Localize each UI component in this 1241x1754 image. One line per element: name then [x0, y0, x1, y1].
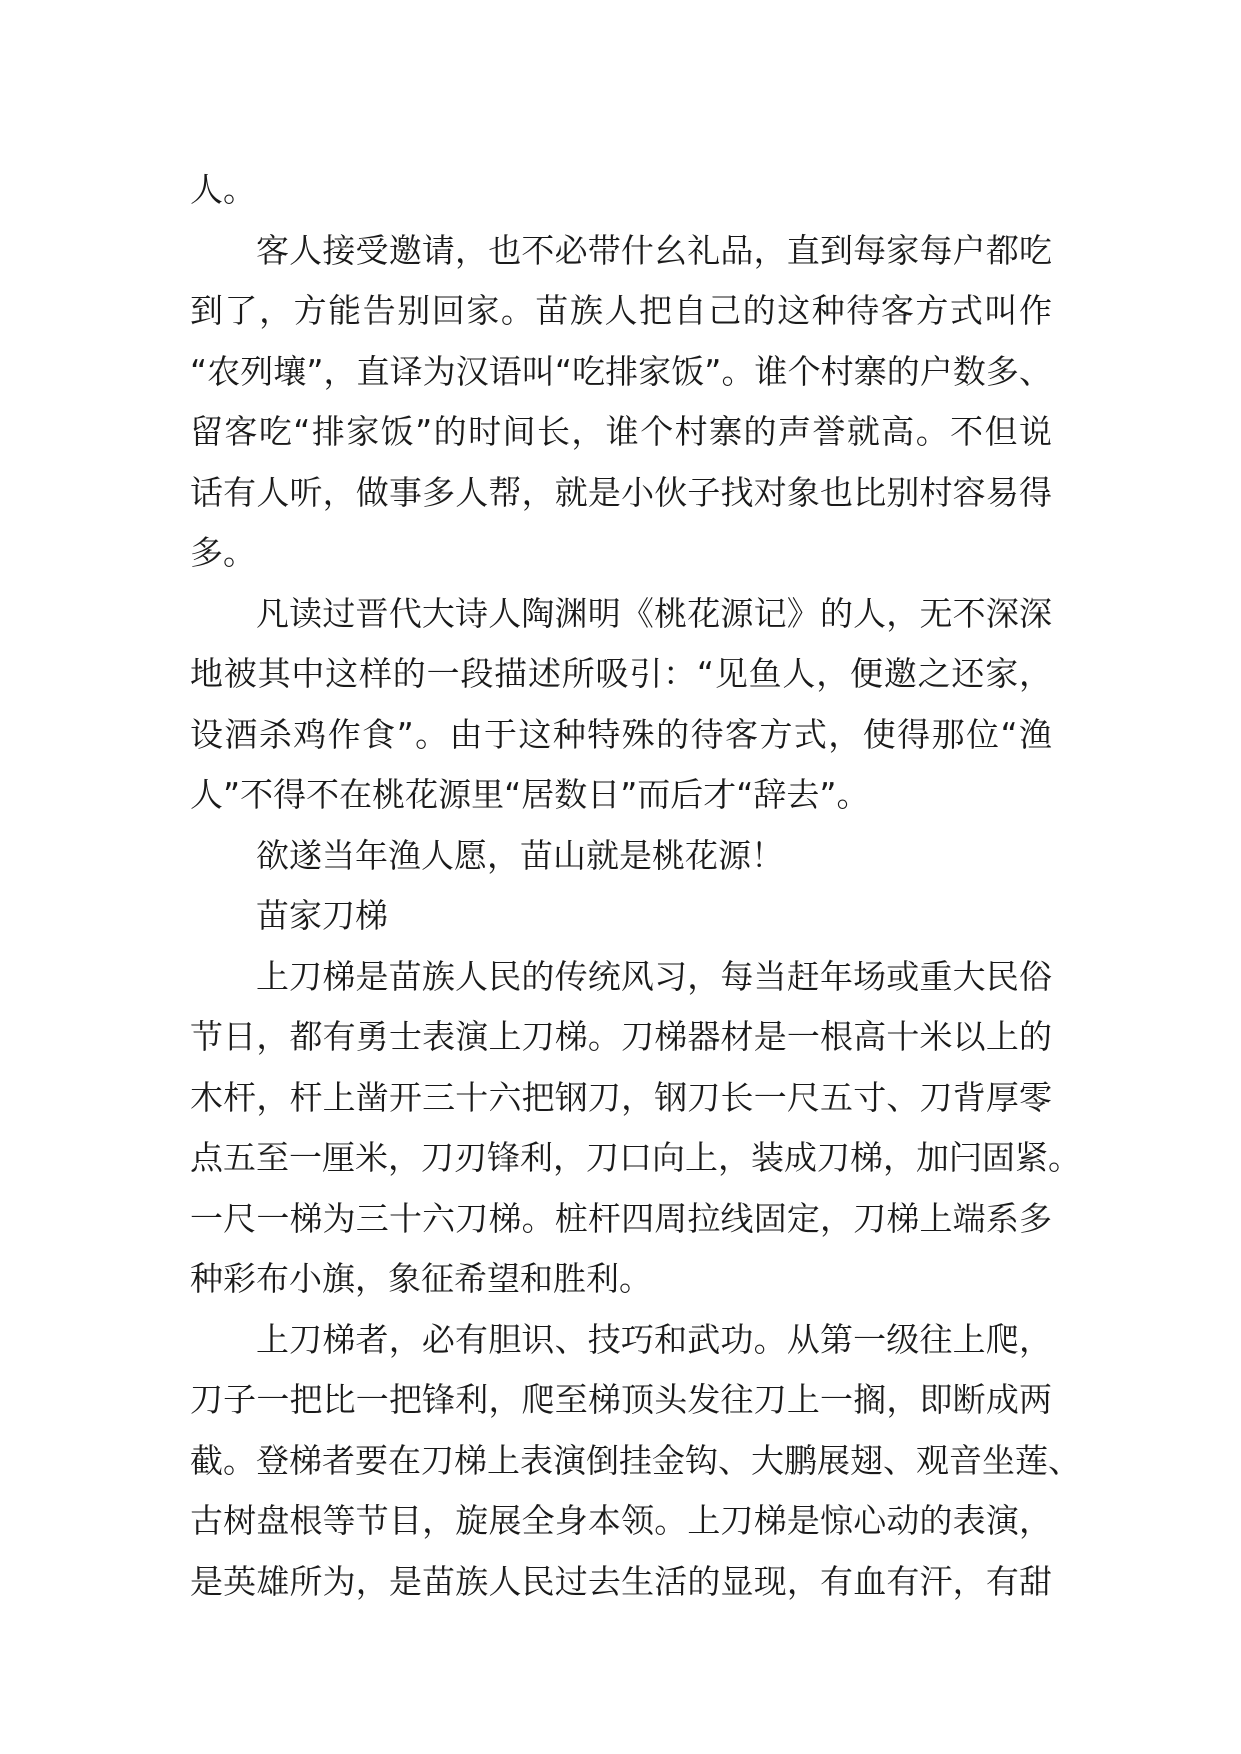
section-heading: 苗家刀梯 — [256, 896, 388, 935]
text-line: 话有人听，做事多人帮，就是小伙子找对象也比别村容易得 — [190, 472, 1052, 512]
text-line: 地被其中这样的一段描述所吸引：“见鱼人，便邀之还家， — [190, 654, 1052, 693]
text-line: 留客吃“排家饭”的时间长，谁个村寨的声誉就高。不但说 — [190, 412, 1052, 451]
text-line: 上刀梯者，必有胆识、技巧和武功。从第一级往上爬， — [256, 1319, 1052, 1359]
text-line: 刀子一把比一把锋利，爬至梯顶头发往刀上一搁，即断成两 — [190, 1380, 1052, 1419]
body-text — [190, 160, 1081, 1612]
text-line: 凡读过晋代大诗人陶渊明《桃花源记》的人，无不深深 — [256, 593, 1052, 633]
text-line: 是英雄所为，是苗族人民过去生活的显现，有血有汗，有甜 — [190, 1561, 1052, 1601]
text-line: 到了，方能告别回家。苗族人把自己的这种待客方式叫作 — [190, 291, 1052, 330]
text-line: 点五至一厘米，刀刃锋利，刀口向上，装成刀梯，加闩固紧。 — [190, 1138, 1081, 1177]
text-line: 多。 — [190, 533, 256, 572]
text-line: 木杆，杆上凿开三十六把钢刀，钢刀长一尺五寸、刀背厚零 — [190, 1077, 1052, 1117]
text-line: “农列壤”，直译为汉语叫“吃排家饭”。谁个村寨的户数多、 — [190, 351, 1052, 391]
text-line: 人”不得不在桃花源里“居数日”而后才“辞去”。 — [190, 775, 870, 814]
text-line: 上刀梯是苗族人民的传统风习，每当赶年场或重大民俗 — [256, 956, 1052, 996]
text-line: 设酒杀鸡作食”。由于这种特殊的待客方式，使得那位“渔 — [190, 714, 1052, 754]
text-line: 人。 — [190, 170, 256, 209]
text-line: 种彩布小旗，象征希望和胜利。 — [190, 1259, 652, 1298]
text-line: 一尺一梯为三十六刀梯。桩杆四周拉线固定，刀梯上端系多 — [190, 1198, 1052, 1238]
text-line: 客人接受邀请，也不必带什幺礼品，直到每家每户都吃 — [256, 230, 1052, 270]
text-line: 欲遂当年渔人愿，苗山就是桃花源！ — [256, 835, 784, 875]
text-line: 古树盘根等节目，旋展全身本领。上刀梯是惊心动的表演， — [190, 1501, 1052, 1540]
text-line: 截。登梯者要在刀梯上表演倒挂金钩、大鹏展翅、观音坐莲、 — [190, 1440, 1081, 1480]
text-line: 节日，都有勇士表演上刀梯。刀梯器材是一根高十米以上的 — [190, 1017, 1052, 1056]
